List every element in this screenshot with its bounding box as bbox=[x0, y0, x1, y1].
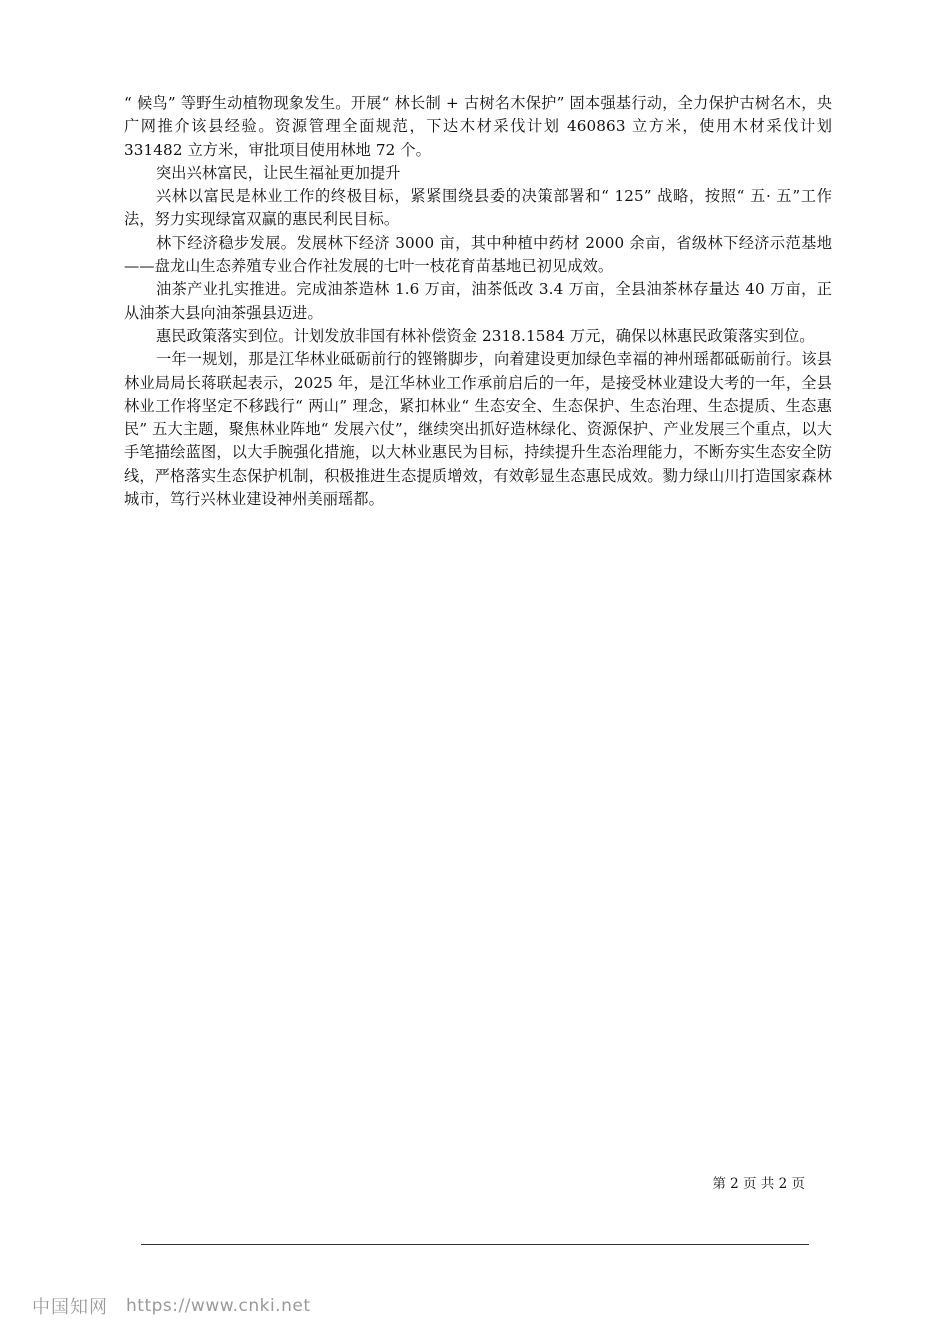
watermark-url: https://www.cnki.net bbox=[126, 1296, 311, 1316]
paragraph-resource-management: “ 候鸟” 等野生动植物现象发生。开展“ 林长制 + 古树名木保护” 固本强基行动，全力保护古树名木，央广网推介该县经验。资源管理全面规范，下达木材采伐计划 460863 立方米，使用木材采伐计划 331482 立方米，审批项目使用林地 72 个。 bbox=[124, 94, 832, 159]
paragraph-camellia-industry: 油茶产业扎实推进。完成油茶造林 1.6 万亩，油茶低改 3.4 万亩，全县油茶林存量达 40 万亩，正从油茶大县向油茶强县迈进。 bbox=[124, 280, 832, 322]
paragraph-benefit-policy: 惠民政策落实到位。计划发放非国有林补偿资金 2318.1584 万元，确保以林惠民政策落实到位。 bbox=[156, 326, 815, 345]
paragraph-annual-plan: 一年一规划，那是江华林业砥砺前行的铿锵脚步，向着建设更加绿色幸福的神州瑶都砥砺前行。该县林业局局长蒋联起表示，2025 年，是江华林业工作承前启后的一年，是接受林业建设大考的一年，全县林业工作将坚定不移践行“ 两山” 理念，紧扣林业“ 生态安全、生态保护、生态治理、生态提质、生态惠民” 五大主题，聚焦林业阵地“ 发展六仗”，继续突出抓好造林绿化、资源保护、产业发展三个重点，以大手笔描绘蓝图，以大手腕强化措施，以大林业惠民为目标，持续提升生态治理能力，不断夯实生态安全防线，严格落实生态保护机制，积极推进生态提质增效，有效彰显生态惠民成效。勠力绿山川打造国家森林城市，笃行兴林业建设神州美丽瑶都。 bbox=[124, 350, 832, 509]
paragraph-forestry-goal: 兴林以富民是林业工作的终极目标，紧紧围绕县委的决策部署和“ 125” 战略，按照“ 五· 五”工作法，努力实现绿富双赢的惠民利民目标。 bbox=[124, 187, 832, 229]
section-heading-forestry-prosperity: 突出兴林富民，让民生福祉更加提升 bbox=[156, 163, 401, 182]
watermark-brand: 中国知网 bbox=[32, 1297, 108, 1318]
footer-divider bbox=[141, 1244, 809, 1245]
paragraph-understory-economy: 林下经济稳步发展。发展林下经济 3000 亩，其中种植中药材 2000 余亩，省级林下经济示范基地——盘龙山生态养殖专业合作社发展的七叶一枝花育苗基地已初见成效。 bbox=[124, 233, 832, 276]
cnki-watermark bbox=[32, 1293, 310, 1319]
page-number: 第 2 页 共 2 页 bbox=[712, 1176, 805, 1192]
article-body bbox=[124, 92, 832, 511]
